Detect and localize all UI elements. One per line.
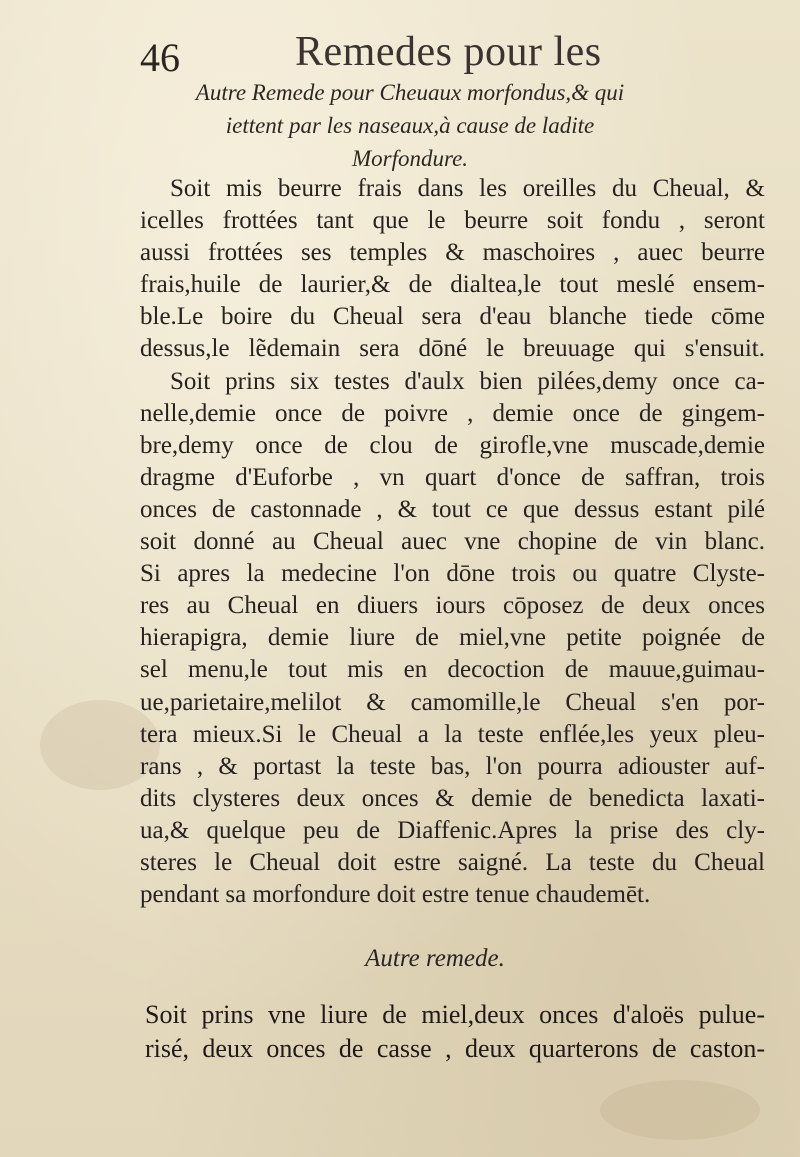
body-text-continued [145,998,765,1066]
text-line: risé, deux onces de casse , deux quarterons de caston- [145,1034,765,1063]
text-line: icelles frottées tant que le beurre soit fondu , seront [140,207,765,235]
text-line: dits clysteres deux onces & demie de benedicta laxati- [140,784,765,812]
running-title: Remedes pour les [295,29,602,75]
section-heading: Autre remede. [365,945,505,972]
remedy-title [130,76,690,175]
text-line: frais,huile de laurier,& de dialtea,le tout meslé ensem- [140,271,765,299]
text-line: ue,parietaire,melilot & camomille,le Cheual s'en por- [140,688,765,716]
remedy-title-line: iettent par les naseaux,à cause de ladite [225,113,595,138]
text-line: nelle,demie once de poivre , demie once de gingem- [140,399,765,427]
text-line: Si apres la medecine l'on dōne trois ou quatre Clyste- [140,560,765,588]
text-line: tera mieux.Si le Cheual a la teste enflée,les yeux pleu- [140,720,765,748]
text-line: Soit mis beurre frais dans les oreilles du Cheual, & [170,175,765,202]
body-text [140,173,765,911]
text-line: onces de castonnade , & tout ce que dessus estant pilé [140,495,765,523]
text-line: sel menu,le tout mis en decoction de mauue,guimau- [140,656,765,684]
text-line: hierapigra, demie liure de miel,vne petite poignée de [140,624,765,652]
text-line: dessus,le lẽdemain sera dōné le breuuage qui s'ensuit. [140,335,765,363]
text-line: ble.Le boire du Cheual sera d'eau blanche tiede cōme [140,303,765,331]
text-line: steres le Cheual doit estre saigné. La teste du Cheual [140,848,765,876]
page-header [130,22,690,82]
text-line: aussi frottées ses temples & maschoires , auec beurre [140,239,765,267]
text-line: pendant sa morfondure doit estre tenue chaudemēt. [140,881,651,909]
text-line: rans , & portast la teste bas, l'on pourra adiouster auf- [140,752,765,780]
text-line: Soit prins vne liure de miel,deux onces d'aloës pulue- [145,1000,765,1029]
text-line: ua,& quelque peu de Diaffenic.Apres la prise des cly- [140,816,765,844]
text-line: res au Cheual en diuers iours cōposez de deux onces [140,592,765,620]
text-line: soit donné au Cheual auec vne chopine de vin blanc. [140,528,765,556]
paper-stain [600,1080,760,1140]
text-line: dragme d'Euforbe , vn quart d'once de saffran, trois [140,463,765,491]
remedy-title-line: Autre Remede pour Cheuaux morfondus,& qui [195,80,625,105]
text-line: Soit prins six testes d'aulx bien pilées,demy once ca- [170,367,765,395]
text-line: bre,demy once de clou de girofle,vne muscade,demie [140,431,765,459]
remedy-title-line: Morfondure. [351,146,469,171]
page-number: 46 [140,35,180,80]
